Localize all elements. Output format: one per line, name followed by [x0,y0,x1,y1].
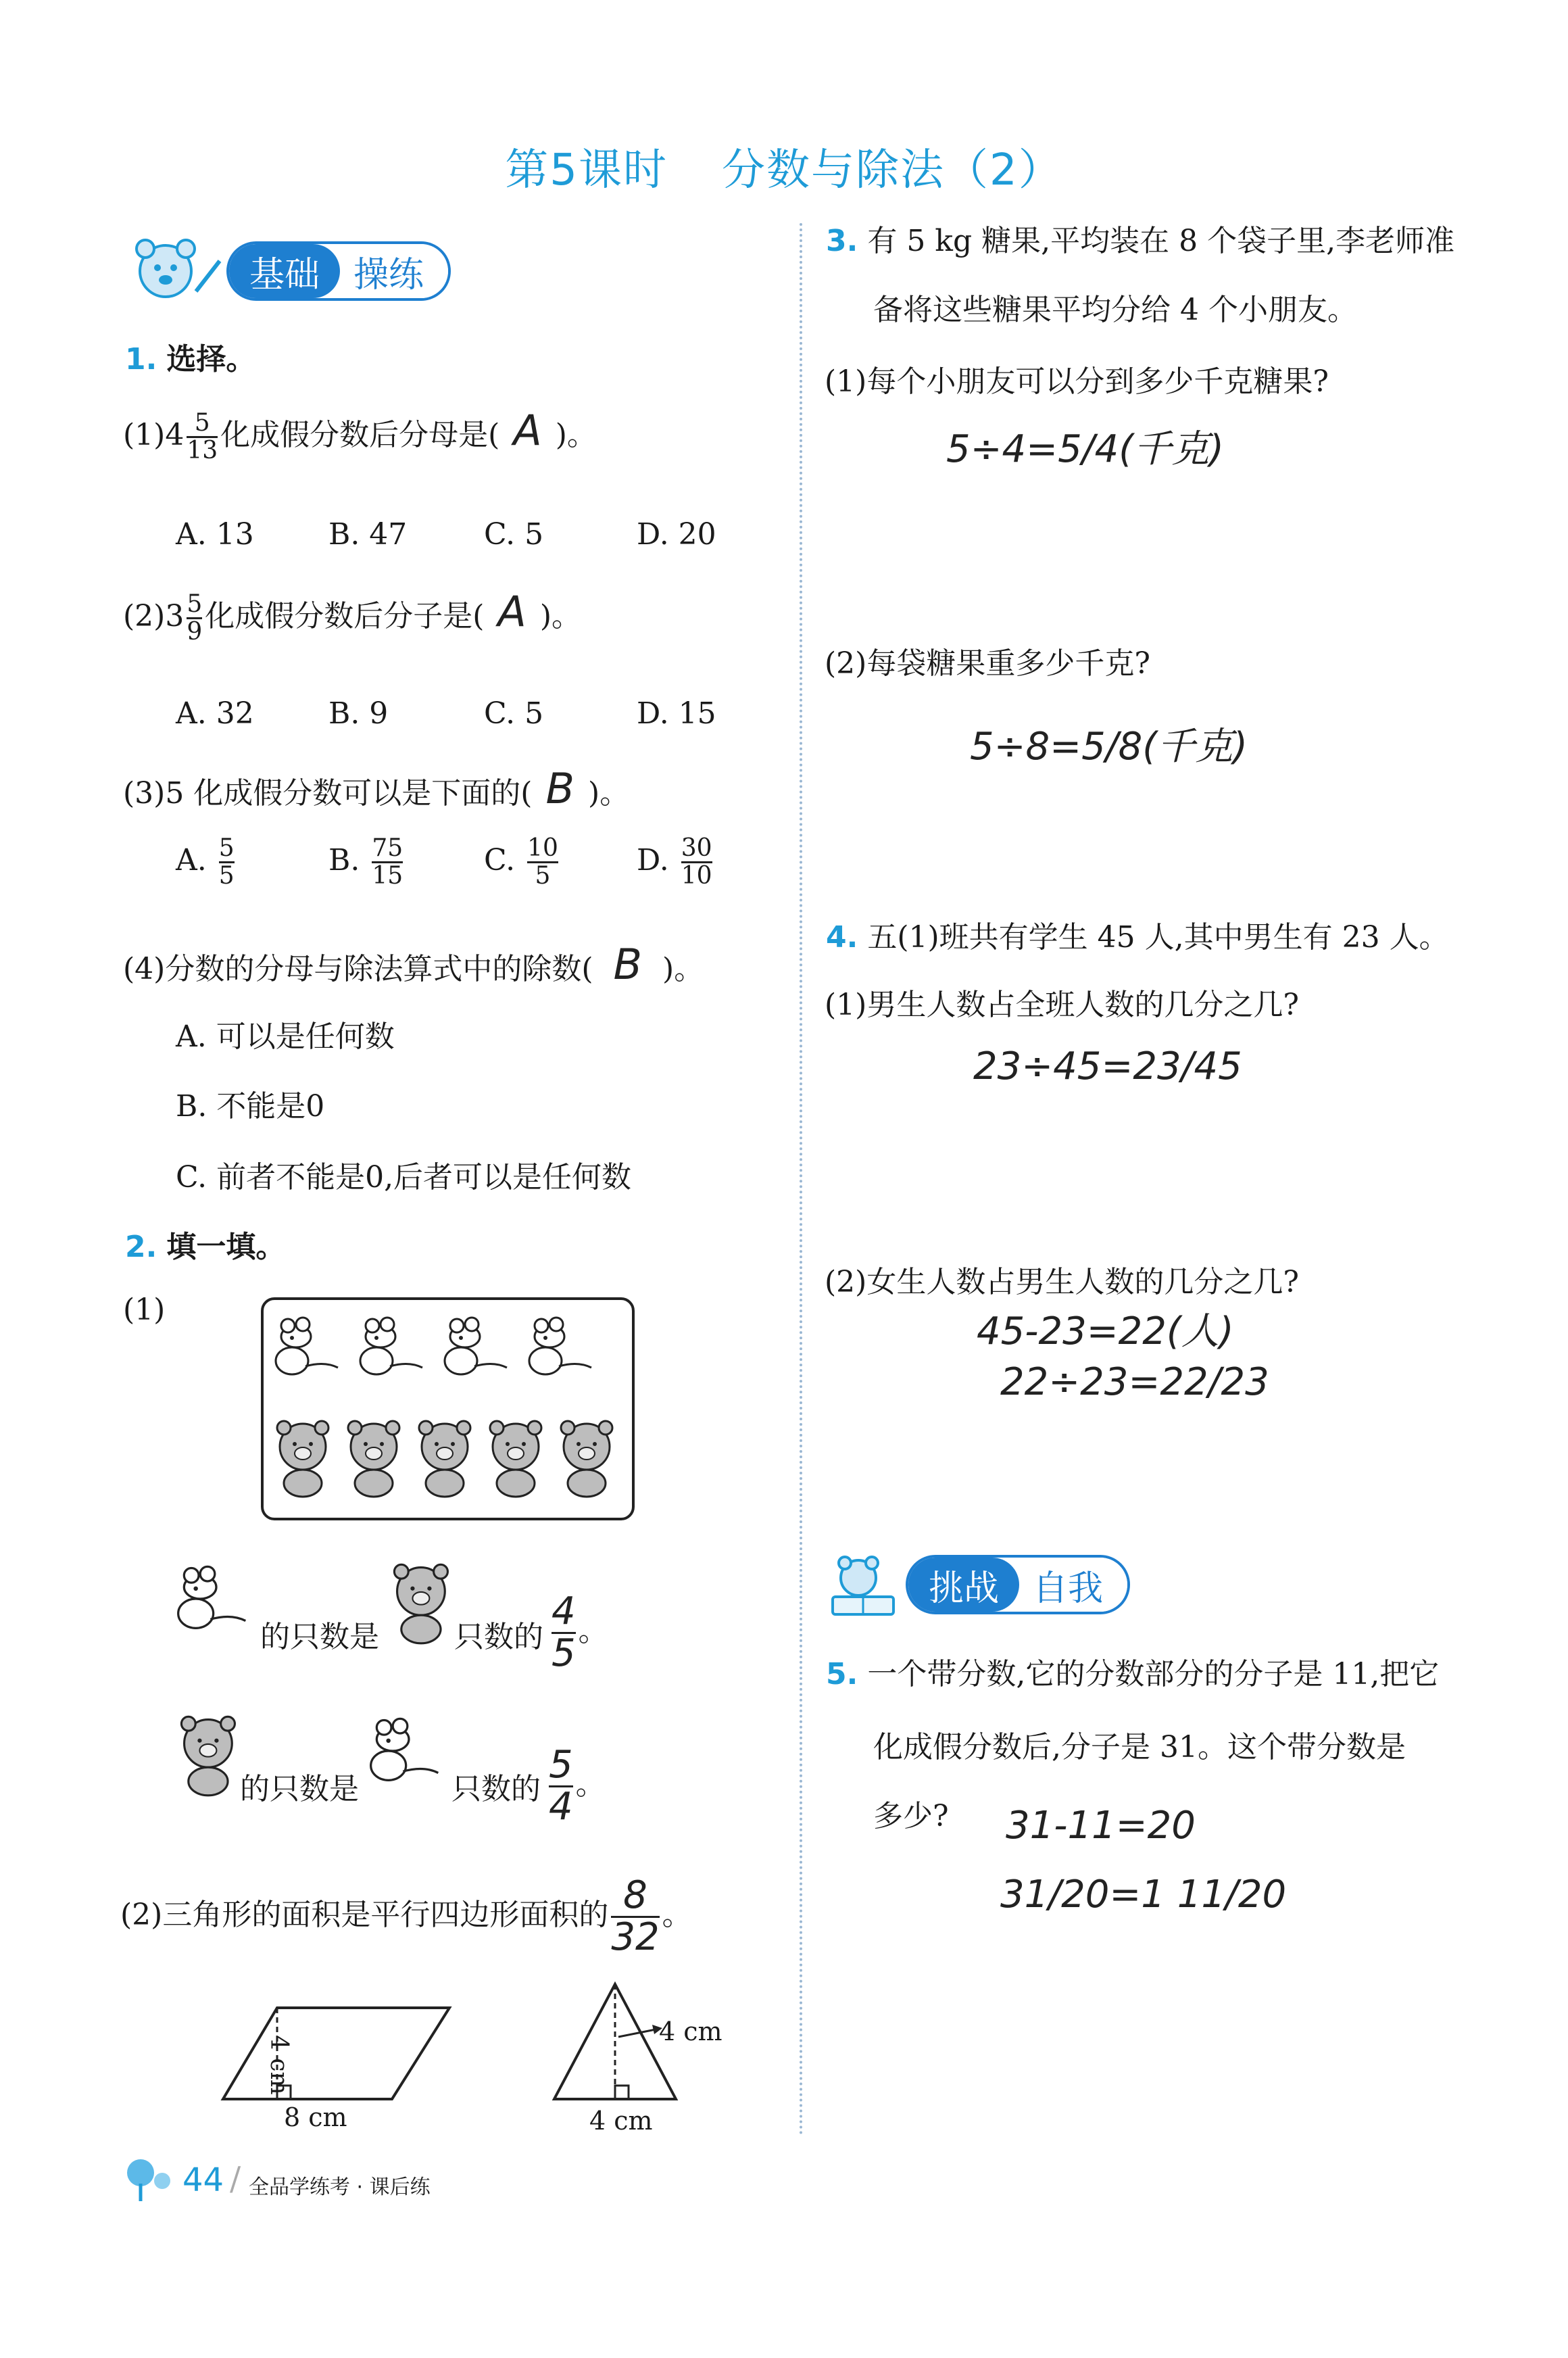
q5-line2: 化成假分数后,分子是 31。这个带分数是 [873,1730,1406,1764]
q1-p2-opt-a: A. 32 [176,696,254,731]
mouse-icon [172,1558,260,1639]
q2-s2-end: 只数的 [451,1772,541,1806]
q1-part4: (4)分数的分母与除法算式中的除数( B )。 [123,940,704,989]
q3-answer1-handwritten: 5÷4=5/4(千克) [946,427,1224,471]
q1-p2-opt-d: D. 15 [637,696,716,731]
challenge-banner [826,1554,1130,1616]
bear-icon [172,1710,247,1798]
challenge-label: 挑战 [908,1558,1019,1612]
q2-s1-end: 只数的 [454,1620,543,1654]
q1-part1: (1)4 $\frac{5}{13}$ 化成假分数后分母是( A )。 [123,406,597,464]
tree-icon [120,2157,181,2204]
bear-icon [419,1421,470,1497]
basic-pill [226,241,451,301]
triangle-base-label: 4 cm [589,2106,653,2136]
practice-label: 操练 [340,244,448,298]
q1-p2-opt-b: B. 9 [328,696,389,731]
parallelogram-height-label: 4 cm [265,2035,293,2095]
q2-part2: (2)三角形的面积是平行四边形面积的 $\frac{8}{32}$ 。 [120,1873,692,1959]
answer-handwritten: A [513,406,542,455]
q1-p4-opt-b: B. 不能是0 [176,1089,325,1124]
q2-s2-fraction: $\frac{5}{4}$ 。 [549,1743,606,1829]
q2-heading: 2. 填一填。 [125,1230,286,1264]
answer-handwritten: A [497,587,526,636]
q4-line1: 4. 五(1)班共有学生 45 人,其中男生有 23 人。 [826,920,1449,955]
basic-label: 基础 [229,244,340,298]
page-number: 44 [182,2161,224,2199]
q1-p1-opt-a: A. 13 [176,517,254,552]
q1-p4-opt-a: A. 可以是任何数 [176,1019,395,1054]
q1-p3-opt-c: C. $\frac{10}{5}$ [484,834,558,890]
q1-p1-opt-d: D. 20 [637,517,716,552]
footer-slash: / [230,2160,241,2198]
bear-icon [385,1558,460,1646]
q3-line1: 3. 有 5 kg 糖果,平均装在 8 个袋子里,李老师准 [826,224,1455,258]
q3-line2: 备将这些糖果平均分给 4 个小朋友。 [873,293,1357,327]
q1-p3-opt-a: A. $\frac{5}{5}$ [176,834,235,890]
q4-answer2a-handwritten: 45-23=22(人) [977,1309,1234,1353]
q1-part2: (2)3 $\frac{5}{9}$ 化成假分数后分子是( A )。 [123,587,581,646]
parallelogram-base-label: 8 cm [284,2102,347,2132]
q1-p3-opt-b: B. $\frac{75}{15}$ [328,834,403,890]
q1-p1-opt-b: B. 47 [328,517,408,552]
self-label: 自我 [1019,1558,1127,1612]
q4-answer1-handwritten: 23÷45=23/45 [973,1044,1242,1088]
q3-sub2: (2)每袋糖果重多少千克? [825,646,1150,681]
q1-heading: 1. 选择。 [125,342,256,377]
triangle-height-label: 4 cm [659,2017,722,2046]
fraction: $\frac{5}{13}$ [187,409,218,464]
bear-icon [277,1421,328,1497]
q5-line1: 5. 一个带分数,它的分数部分的分子是 11,把它 [826,1657,1440,1691]
q2-part1-label: (1) [123,1293,166,1327]
lesson-number: 第5课时 [505,145,668,195]
fraction: $\frac{5}{9}$ [187,590,203,646]
challenge-pill [906,1555,1130,1614]
q2-s1-mid: 的只数是 [260,1620,379,1654]
animals-picture [260,1297,635,1521]
q5-line3: 多少? [873,1799,949,1833]
q5-answer2-handwritten: 31/20=1 11/20 [1000,1873,1287,1917]
bear-mascot-icon [125,234,226,308]
q5-answer1-handwritten: 31-11=20 [1006,1804,1196,1848]
q2-label: 填一填。 [166,1230,286,1264]
q2-s2-mid: 的只数是 [240,1772,359,1806]
answer-handwritten: B [613,940,643,989]
answer-handwritten: B [545,764,575,813]
q1-label: 选择。 [166,342,256,377]
q4-sub1: (1)男生人数占全班人数的几分之几? [825,988,1299,1022]
bear-icon [348,1421,399,1497]
q1-p1-opt-c: C. 5 [484,517,544,552]
bear-mascot-icon [826,1551,900,1618]
q1-p2-opt-c: C. 5 [484,696,544,731]
lesson-topic: 分数与除法（2） [722,145,1063,195]
q3-answer2-handwritten: 5÷8=5/8(千克) [970,725,1248,769]
mouse-icon [365,1710,453,1791]
bear-icon [490,1421,541,1497]
q1-part3: (3)5 化成假分数可以是下面的( B )。 [123,764,630,813]
basic-practice-banner [125,240,451,302]
q1-p4-opt-c: C. 前者不能是0,后者可以是任何数 [176,1160,632,1195]
footer-book: 全品学练考 · 课后练 [249,2175,431,2199]
bear-icon [561,1421,612,1497]
q1-p3-opt-d: D. $\frac{30}{10}$ [637,834,712,890]
q4-answer2b-handwritten: 22÷23=22/23 [1000,1360,1269,1404]
page-title [0,135,1568,197]
q2-s1-fraction: $\frac{4}{5}$ 。 [552,1589,608,1675]
q3-sub1: (1)每个小朋友可以分到多少千克糖果? [825,364,1329,399]
q4-sub2: (2)女生人数占男生人数的几分之几? [825,1265,1299,1299]
column-divider [800,223,802,2136]
